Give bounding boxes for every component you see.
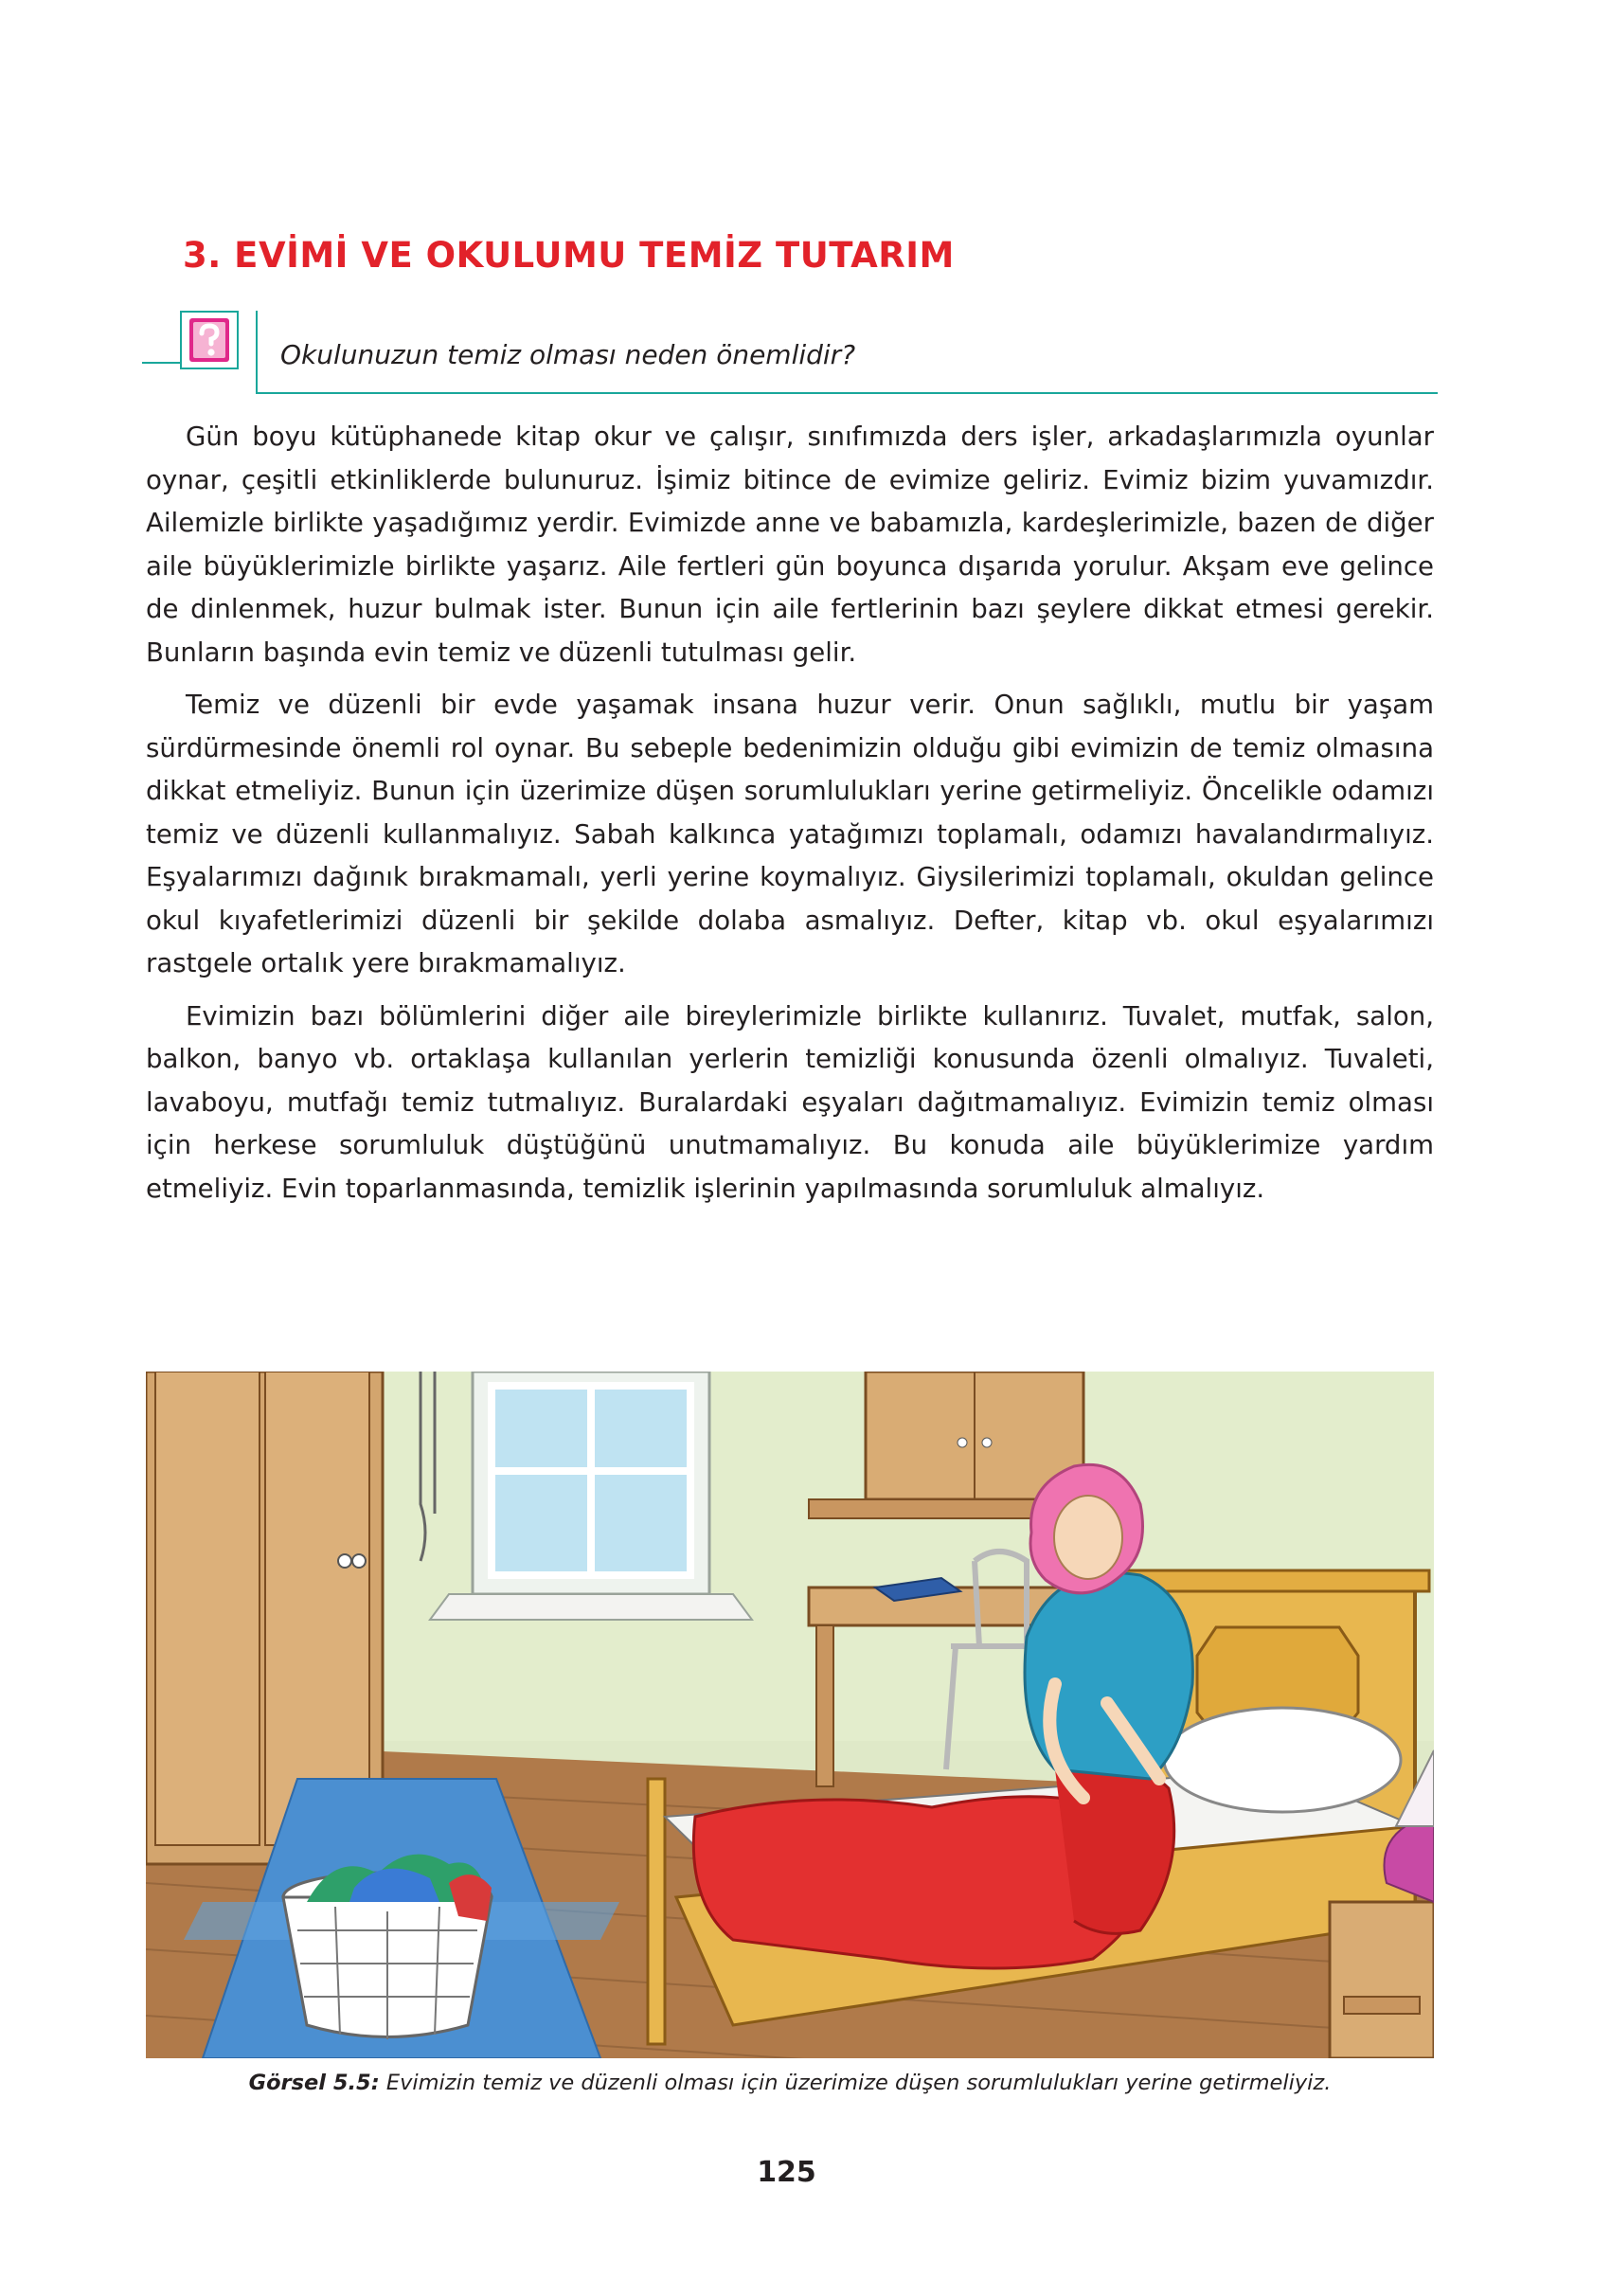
question-icon-frame (180, 311, 239, 369)
paragraph: Gün boyu kütüphanede kitap okur ve çalışır, sınıfımızda ders işler, arkadaşlarımızla oyunlar oynar, çeşitli etkinliklerde bulunuruz. İşimiz bitince de evimize geliriz. Evimiz bizim yuvamızdır. Ailemizle birlikte yaşadığımız yerdir. Evimizde anne ve babamızla, kardeşlerimizle, bazen de diğer aile büyüklerimizle birlikte yaşarız. Aile fertleri gün boyunca dışarıda yorulur. Akşam eve gelince de dinlenmek, huzur bulmak ister. Bunun için aile fertlerinin bazı şeylere dikkat etmesi gerekir. Bunların başında evin temiz ve düzenli tutulması gelir. (146, 421, 1434, 668)
question-rule (142, 362, 180, 364)
bedroom-illustration (146, 1372, 1434, 2058)
laundry-basket (283, 1855, 492, 2039)
figure-caption (146, 2071, 1434, 2095)
caption-label: Görsel 5.5: (248, 2071, 380, 2095)
section-title: 3. EVİMİ VE OKULUMU TEMİZ TUTARIM (183, 235, 955, 276)
question-box (142, 311, 1438, 396)
paragraph: Evimizin bazı bölümlerini diğer aile bireylerimizle birlikte kullanırız. Tuvalet, mutfak, salon, balkon, banyo vb. ortaklaşa kullanılan yerlerin temizliği konusunda özenli olmalıyız. Tuvaleti, lavaboyu, mutfağı temiz tutmalıyız. Buralardaki eşyaları dağıtmamalıyız. Evimizin temiz olması için herkese sorumluluk düştüğünü unutmamalıyız. Bu konuda aile büyüklerimize yardım etmeliyiz. Evin toparlanmasında, temizlik işlerinin yapılmasında sorumluluk almalıyız. (146, 999, 1434, 1204)
page-number: 125 (757, 2156, 816, 2189)
window (430, 1372, 752, 1620)
question-text: Okulunuzun temiz olması neden önemlidir? (280, 339, 856, 370)
caption-text: Evimizin temiz ve düzenli olması için üzerimize düşen sorumlulukları yerine getirmeliyiz. (379, 2071, 1332, 2095)
paragraph: Temiz ve düzenli bir evde yaşamak insana huzur verir. Onun sağlıklı, mutlu bir yaşam sürdürmesinde önemli rol oynar. Bu sebeple bedenimizin olduğu gibi evimizin de temiz olmasına dikkat etmeliyiz. Bunun için üzerimize düşen sorumlulukları yerine getirmeliyiz. Öncelikle odamızı temiz ve düzenli kullanmalıyız. Sabah kalkınca yatağımızı toplamalı, odamızı havalandırmalıyız. Eşyalarımızı dağınık bırakmamalı, yerli yerine koymalıyız. Giysilerimizi toplamalı, okuldan gelince okul kıyafetlerimizi düzenli bir şekilde dolaba asmalıyız. Defter, kitap vb. okul eşyalarımızı rastgele ortalık yere bırakmamalıyız. (146, 689, 1434, 978)
question-mark-icon (189, 318, 229, 362)
body-text (146, 415, 1434, 1219)
